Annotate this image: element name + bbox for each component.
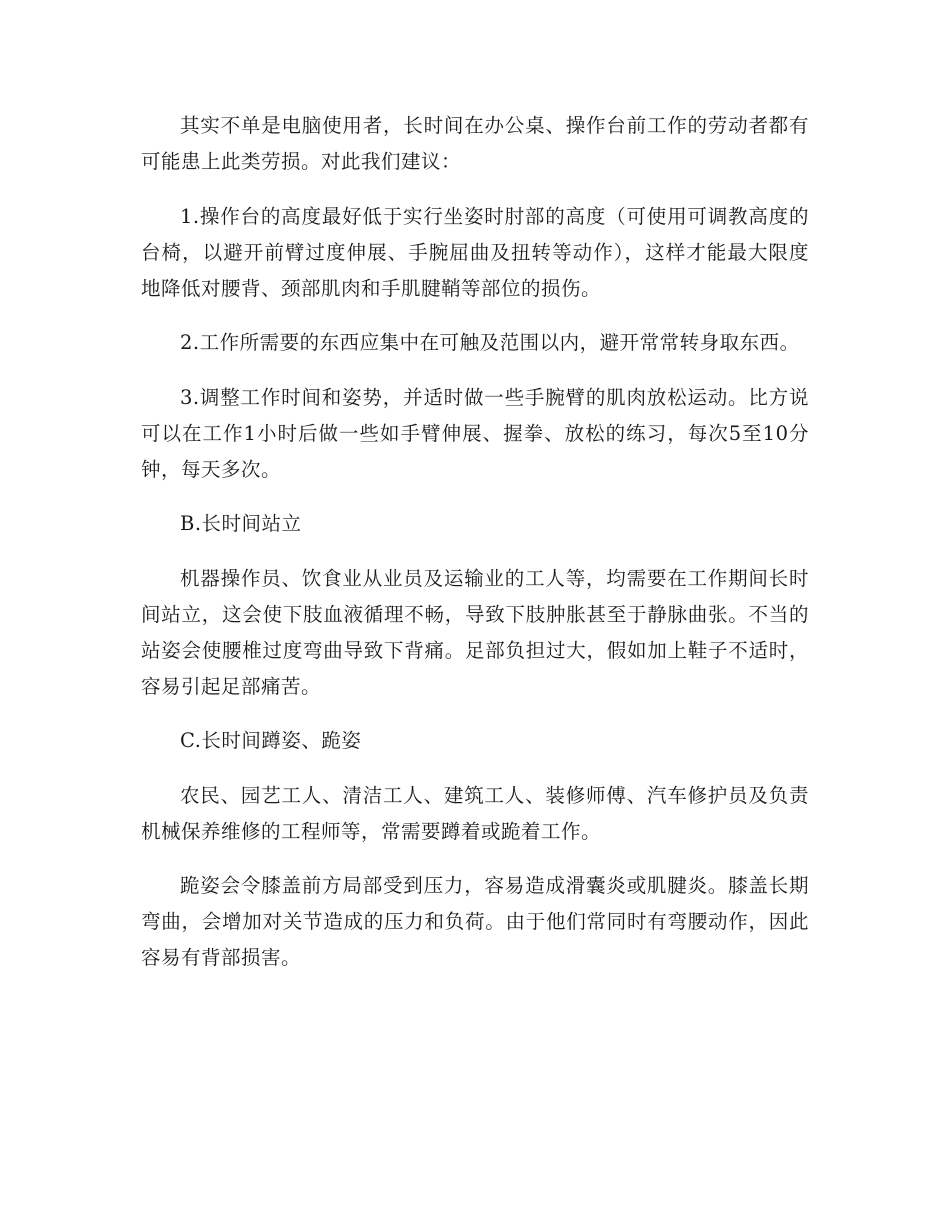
paragraph-kneeling-effects: 跪姿会令膝盖前方局部受到压力，容易造成滑囊炎或肌腱炎。膝盖长期弯曲，会增加对关节造成的压力和负荷。由于他们常同时有弯腰动作，因此容易有背部损害。 bbox=[141, 874, 809, 969]
section-heading-standing: B.长时间站立 bbox=[180, 512, 302, 535]
paragraph-intro: 其实不单是电脑使用者，长时间在办公桌、操作台前工作的劳动者都有可能患上此类劳损。对此我们建议： bbox=[141, 114, 809, 173]
paragraph-advice-1: 1.操作台的高度最好低于实行坐姿时肘部的高度（可使用可调教高度的台椅，以避开前臂过度伸展、手腕屈曲及扭转等动作），这样才能最大限度地降低对腰背、颈部肌肉和手肌腱鞘等部位的损伤。 bbox=[141, 204, 809, 300]
document-body bbox=[141, 108, 809, 995]
paragraph-squatting-workers: 农民、园艺工人、清洁工人、建筑工人、装修师傅、汽车修护员及负责机械保养维修的工程师等，常需要蹲着或跪着工作。 bbox=[141, 783, 809, 843]
paragraph-advice-2: 2.工作所需要的东西应集中在可触及范围以内，避开常常转身取东西。 bbox=[180, 331, 800, 354]
paragraph-advice-3: 3.调整工作时间和姿势，并适时做一些手腕臂的肌肉放松运动。比方说可以在工作1小时后做一些如手臂伸展、握拳、放松的练习，每次5至10分钟，每天多次。 bbox=[141, 385, 809, 481]
paragraph-standing: 机器操作员、饮食业从业员及运输业的工人等，均需要在工作期间长时间站立，这会使下肢血液循理不畅，导致下肢肿胀甚至于静脉曲张。不当的站姿会使腰椎过度弯曲导致下背痛。足部负担过大，假如加上鞋子不适时，容易引起足部痛苦。 bbox=[141, 566, 809, 698]
section-heading-squatting-kneeling: C.长时间蹲姿、跪姿 bbox=[180, 729, 362, 752]
